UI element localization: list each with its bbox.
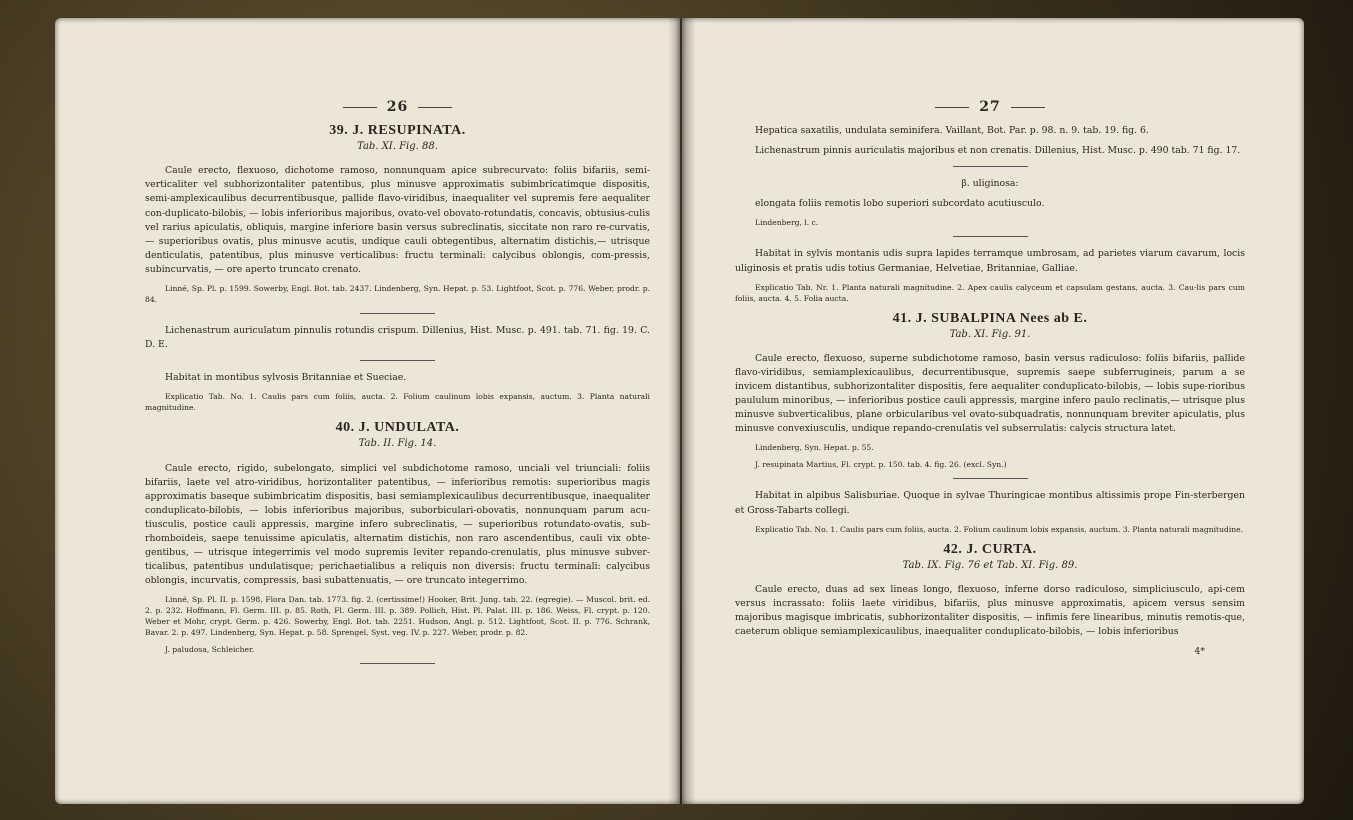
page-number: 26 [145,100,650,114]
synonym: Hepatica saxatilis, undulata seminifera. Vaillant, Bot. Par. p. 98. n. 9. tab. 19. fig. 6. [755,125,1149,137]
references: Lindenberg, l. c. [755,218,819,228]
divider [360,360,435,361]
plate-explanation: Explicatio Tab. No. 1. Caulis pars cum foliis, aucta. 2. Folium caulinum lobis expansis, auctum. 3. Planta naturali magnitudine. [755,524,1244,534]
plate-explanation: Explicatio Tab. No. 1. Caulis pars cum foliis, aucta. 2. Folium caulinum lobis expansis, auctum. 3. Planta naturali magnitudine. [145,392,650,413]
species-heading: 41. J. SUBALPINA Nees ab E. [892,310,1088,326]
variety-label: β. uliginosa: [961,178,1019,190]
references: Linné, Sp. Pl. p. 1599. Sowerby, Engl. Bot. tab. 2437. Lindenberg, Syn. Hepat. p. 53. Lightfoot, Scot. p. 776. Weber, prodr. p. 84. [145,284,650,305]
divider [953,166,1028,167]
page-number: 27 [735,100,1245,114]
signature-mark: 4* [1194,646,1205,658]
divider [953,478,1028,479]
synonym: Lichenastrum pinnis auriculatis majoribus et non crenatis. Dillenius, Hist. Musc. p. 490 tab. 71 fig. 17. [755,145,1241,157]
plate-reference: Tab. IX. Fig. 76 et Tab. XI. Fig. 89. [902,559,1078,571]
species-heading: 39. J. RESUPINATA. [329,123,466,139]
plate-reference: Tab. XI. Fig. 91. [949,328,1031,340]
plate-explanation: Explicatio Tab. Nr. 1. Planta naturali magnitudine. 2. Apex caulis calyceum et capsulam gestans, aucta. 3. Cau-lis pars cum foliis, aucta. 4. 5. Folia aucta. [735,282,1245,303]
habitat: Habitat in sylvis montanis udis supra lapides terramque umbrosam, ad parietes viarum cavarum, locis uliginosis et pratis udis totius Germaniae, Helvetiae, Britanniae, Galliae. [735,248,1245,274]
references: Linné, Sp. Pl. II. p. 1598. Flora Dan. tab. 1773. fig. 2. (certissime!) Hooker, Brit. Jung. tab. 22. (egregie). — Muscol. brit. ed. 2. p. 232. Hoffmann, Fl. Germ. III. p. 85. Roth, Fl. Germ. III. p. 389. Pollich, Hist. Pl. Palat. III. p. 186. Weiss, Fl. crypt. p. 120. Weber et Mohr, crypt. Germ. p. 426. Sowerby, Engl. Bot. tab. 2251. Hudson, Angl. p. 512. Lightfoot, Scot. II. p. 776. Schrank, Bavar. 2. p. 497. Lindenberg, Syn. Hepat. p. 58. Sprengel, Syst. veg. IV. p. 227. Weber, prodr. p. 82. [145,595,650,638]
divider [360,663,435,664]
synonym: Lichenastrum auriculatum pinnulis rotundis crispum. Dillenius, Hist. Musc. p. 491. tab. 71. fig. 19. C. D. E. [145,325,650,351]
species-heading: 42. J. CURTA. [943,541,1037,557]
references: Lindenberg, Syn. Hepat. p. 55. [755,443,874,453]
book-gutter [668,18,696,804]
synonym: J. paludosa, Schleicher. [165,645,255,655]
habitat: Habitat in montibus sylvosis Britanniae et Sueciae. [165,372,407,384]
left-column [145,100,650,674]
species-heading: 40. J. UNDULATA. [335,420,460,436]
right-column [735,100,1245,659]
habitat: Habitat in alpibus Salisburiae. Quoque in sylvae Thuringicae montibus altissimis prope Fin-sterbergen et Gross-Tabarts collegi. [735,490,1245,516]
divider [360,313,435,314]
description: Caule erecto, rigido, subelongato, simplici vel subdichotome ramoso, unciali vel triunciali: foliis bifariis, laete vel atro-viridibus, horizontaliter patentibus, — inferioribus remotis: superioribus magis approximatis baseque subimbricatim dispositis, basi semiamplexicaulibus decurrentibusque, inaequaliter conduplicato-bilobis, — lobis inferioribus majoribus, suborbiculari-obovatis, nonnunquam parum acu-tiusculis, postice cauli appressis, margine infero subreclinatis, — superioribus rotundato-ovatis, sub-rhomboideis, saepe tenuissime apiculatis, alternatim distichis, non raro ascendentibus, cauli vix obte-gentibus, — utrisque integerrimis vel modo supremis leviter repando-crenulatis, plus minusve subver-ticalibus, patentibus undulatisque; perichaetialibus a reliquis non diversis: fructu terminali: calycibus oblongis, incurvatis, compressis, basi subattenuatis, — ore truncato integerrimo. [145,462,650,587]
description: Caule erecto, flexuoso, superne subdichotome ramoso, basin versus radiculoso: foliis bifariis, pallide flavo-viridibus, semiamplexicaulibus, decurrentibusque, supremis saepe subferrugineis, parum a se invicem distantibus, subhorizontaliter dispositis, fere aequaliter conduplicato-bilobis, — lobis supe-rioribus paululum minoribus, — inferioribus postice cauli appressis, margine infero paulo reclinatis,— utrisque plus minusve subverticalibus, plane orbicularibus vel ovato-subquadratis, nonnunquam breviter apiculatis, plus minusve convexiusculis, undique repando-crenulatis vel subserrulatis: calycis structura latet. [735,352,1245,435]
variety-description: elongata foliis remotis lobo superiori subcordato acutiusculo. [755,198,1045,210]
description: Caule erecto, duas ad sex lineas longo, flexuoso, inferne dorso radiculoso, simpliciusculo, api-cem versus incrassato: foliis laete viridibus, bifariis, plus minusve approximatis, apicem versus sensim majoribus magisque imbricatis, subhorizontaliter dispositis, — infimis fere linearibus, minutis remotis-que, caeterum oblique semiamplexicaulibus, inaequaliter conduplicato-bilobis, — lobis inferioribus [735,583,1245,638]
description: Caule erecto, flexuoso, dichotome ramoso, nonnunquam apice subrecurvato: foliis bifariis, semi-verticaliter vel subhorizontaliter patentibus, plus minusve approximatis subimbricatimque dispositis, semi-amplexicaulibus decurrentibusque, pallide flavo-viridibus, inaequaliter vel supremis fere aequaliter con-duplicato-bilobis, — lobis inferioribus majoribus, ovato-vel obovato-rotundatis, concavis, obtusius-culis vel rarius apiculatis, obliquis, margine inferiore basin versus subreclinatis, siccitate non raro re-curvatis, — superioribus ovatis, plus minusve acutis, undique cauli obtegentibus, alternatim distichis,— utrisque denticulatis, patentibus, plus minusve verticalibus: fructu terminali: calycibus oblongis, com-pressis, subincurvatis, — ore aperto truncato crenato. [145,165,650,275]
references: J. resupinata Martius, Fl. crypt. p. 150. tab. 4. fig. 26. (excl. Syn.) [755,460,1007,470]
divider [953,236,1028,237]
plate-reference: Tab. II. Fig. 14. [358,438,437,450]
plate-reference: Tab. XI. Fig. 88. [357,141,438,153]
